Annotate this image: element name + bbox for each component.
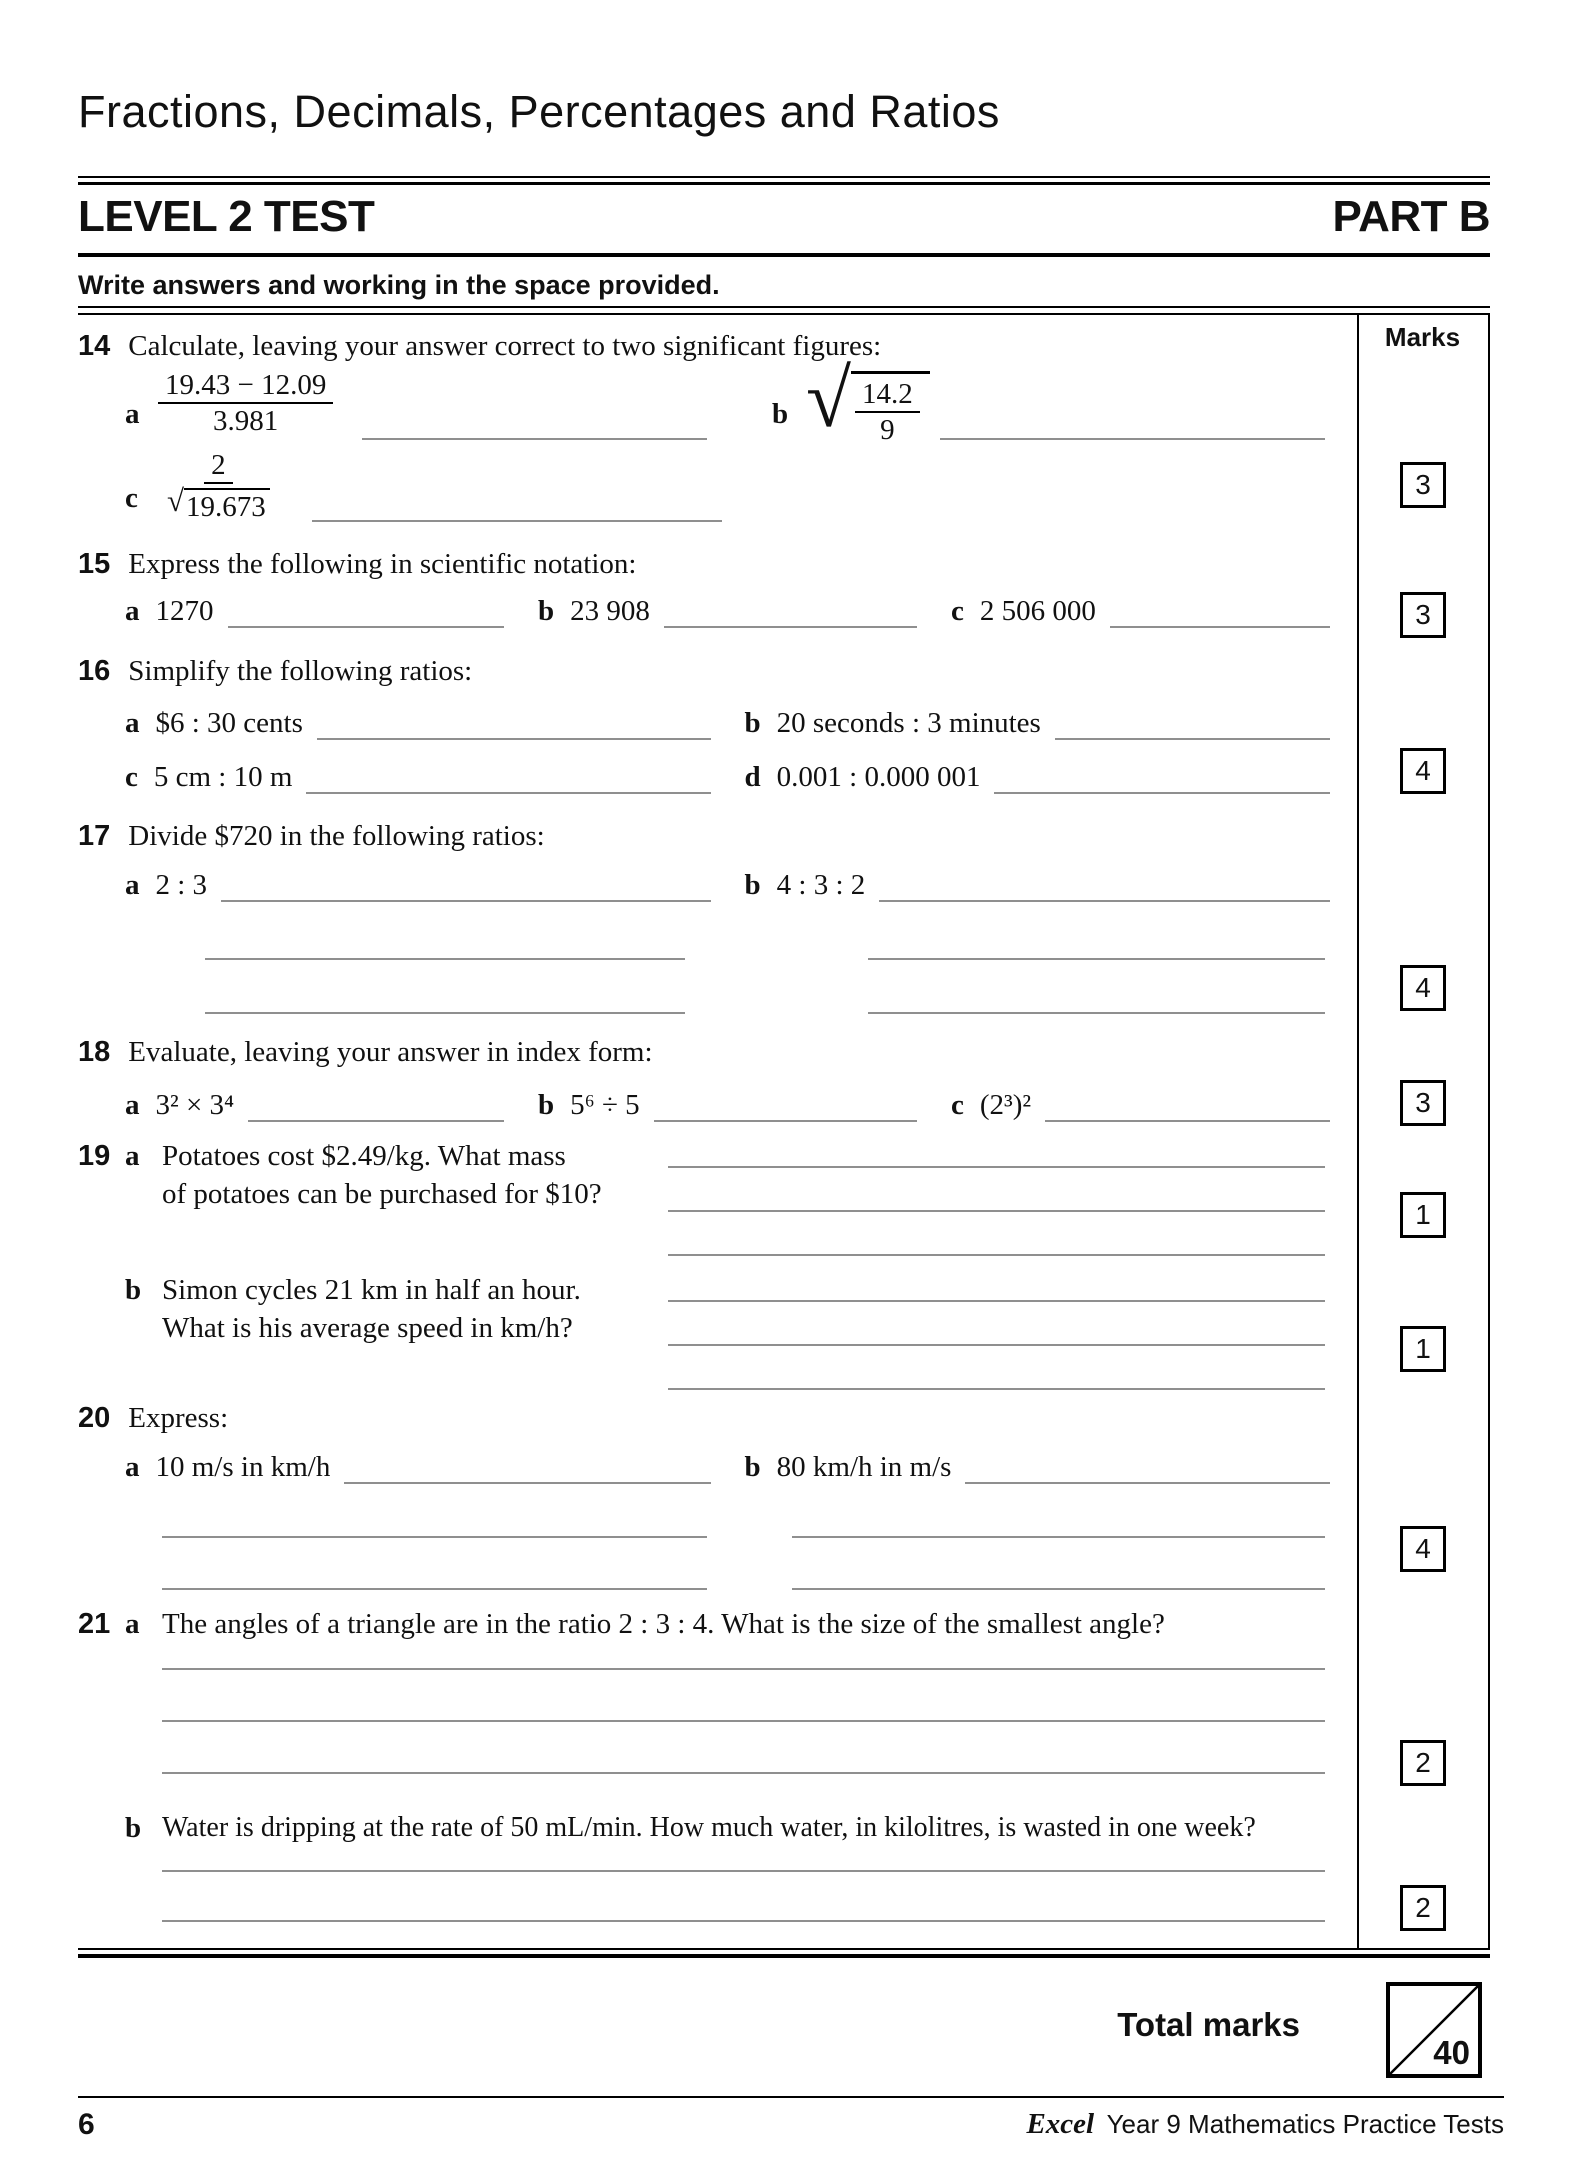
q14-c-denominator [160,484,277,524]
q16-b-value: 20 seconds : 3 minutes [776,707,1041,739]
q18-a-label: a [125,1089,140,1121]
page-number: 6 [78,2108,95,2141]
answer-line [162,1720,1325,1722]
q14-c-square-root [167,484,270,524]
q14-b-radicand [851,371,930,447]
answer-line [879,892,1330,902]
marks-column-header: Marks [1384,322,1461,352]
page-title: Fractions, Decimals, Percentages and Ratios [78,86,1000,137]
q17-a-label: a [125,869,140,901]
question-20-header [78,1402,228,1435]
question-15-header [78,548,636,581]
q16-part-b [745,707,1331,740]
instruction-text: Write answers and working in the space provided. [78,270,720,300]
q14-c-radicand: 19.673 [184,488,270,524]
answer-line [306,784,710,794]
title-rule-thick [78,182,1490,185]
answer-line [248,1112,504,1122]
answer-line [162,1536,707,1538]
question-18-text: Evaluate, leaving your answer in index form: [128,1036,653,1068]
total-marks-value: 40 [1433,2034,1470,2071]
q16-d-label: d [744,761,761,793]
q16-part-a [125,707,711,740]
answer-line [162,1870,1325,1872]
q21-a-label: a [125,1608,140,1640]
marks-column-divider [1357,313,1359,1950]
question-14-text: Calculate, leaving your answer correct to two significant figures: [128,330,882,362]
q17-a-value: 2 : 3 [155,869,208,901]
q18-part-c [951,1089,1330,1122]
total-marks-label: Total marks [1117,2006,1300,2043]
q20-a-label: a [125,1451,140,1483]
q14-part-a-label: a [125,398,140,430]
mark-box-q19a: 1 [1400,1192,1446,1238]
question-19-number: 19 [78,1140,111,1172]
answer-line [205,958,685,960]
q20-part-a [125,1451,711,1484]
q16-a-value: $6 : 30 cents [155,707,303,739]
q19-b-text-line2: What is his average speed in km/h? [162,1312,573,1344]
q14-a-denominator: 3.981 [213,405,279,437]
table-top-rule-2 [78,313,1490,315]
table-right-border [1488,313,1490,1950]
question-17-number: 17 [78,820,111,852]
q15-part-c [951,595,1330,628]
answer-line [940,438,1325,440]
q15-a-label: a [125,595,140,627]
q17-answer-row [125,866,1330,902]
q21-b-label: b [125,1812,142,1844]
q20-b-value: 80 km/h in m/s [776,1451,952,1483]
q19-a-text-line1: Potatoes cost $2.49/kg. What mass [162,1140,566,1172]
q16-c-label: c [125,761,138,793]
q14-c-fraction [160,448,277,524]
answer-line [668,1300,1325,1302]
q16-answer-row-1 [125,704,1330,740]
q16-part-c [125,761,711,794]
question-20-text: Express: [128,1402,229,1434]
answer-line [654,1112,917,1122]
q18-c-label: c [951,1089,964,1121]
brand-name: Excel [1026,2108,1095,2140]
radical-sign-icon: √ [167,483,185,518]
q20-a-value: 10 m/s in km/h [155,1451,331,1483]
question-17-text: Divide $720 in the following ratios: [128,820,545,852]
question-17-header [78,820,545,853]
question-14-header [78,330,881,363]
q15-c-label: c [951,595,964,627]
q14-c-numerator: 2 [204,448,233,484]
q14-b-denominator: 9 [880,414,895,446]
answer-line [221,892,710,902]
q14-a-numerator: 19.43 − 12.09 [158,368,333,404]
q18-c-value: (2³)² [979,1089,1032,1121]
level-rule [78,253,1490,257]
q15-part-a [125,595,504,628]
answer-line [228,618,505,628]
q19-a-label: a [125,1140,140,1172]
q21-b-text: Water is dripping at the rate of 50 mL/min. How much water, in kilolitres, is wasted in one week? [162,1812,1256,1843]
answer-line [868,958,1325,960]
answer-line [312,520,722,522]
q17-part-b [745,869,1331,902]
q21-a-text: The angles of a triangle are in the ratio 2 : 3 : 4. What is the size of the smallest angle? [162,1608,1165,1640]
question-18-header [78,1036,653,1069]
q14-b-fraction [855,377,920,447]
mark-box-q18: 3 [1400,1080,1446,1126]
answer-line [668,1166,1325,1168]
question-15-text: Express the following in scientific notation: [128,548,637,580]
q16-part-d [745,761,1331,794]
footer-credit [1026,2108,1504,2141]
q19-b-text-line1: Simon cycles 21 km in half an hour. [162,1274,581,1306]
q15-part-b [538,595,917,628]
q18-b-label: b [538,1089,555,1121]
answer-line [344,1474,710,1484]
answer-line [162,1668,1325,1670]
answer-line [792,1536,1325,1538]
answer-line [668,1344,1325,1346]
answer-line [162,1772,1325,1774]
q19-a-text-line2: of potatoes can be purchased for $10? [162,1178,602,1210]
q18-a-value: 3² × 3⁴ [155,1089,235,1121]
radical-sign-icon: √ [806,353,852,444]
answer-line [664,618,917,628]
footer-credit-text: Year 9 Mathematics Practice Tests [1106,2109,1504,2139]
q18-part-a [125,1089,504,1122]
q17-b-label: b [744,869,761,901]
footer-rule [78,2096,1504,2098]
question-15-number: 15 [78,548,111,580]
q14-part-c-label: c [125,482,138,514]
answer-line [668,1210,1325,1212]
test-part-heading: PART B [1332,192,1490,241]
mark-box-q14: 3 [1400,462,1446,508]
q18-b-value: 5⁶ ÷ 5 [570,1089,640,1121]
q14-a-fraction [158,368,333,438]
q17-b-value: 4 : 3 : 2 [776,869,866,901]
q16-a-label: a [125,707,140,739]
q15-a-value: 1270 [155,595,214,627]
answer-line [162,1588,707,1590]
mark-box-q21a: 2 [1400,1740,1446,1786]
answer-line [668,1254,1325,1256]
q20-b-label: b [744,1451,761,1483]
answer-line [965,1474,1330,1484]
total-marks-box [1386,1982,1482,2078]
question-20-number: 20 [78,1402,111,1434]
answer-line [162,1920,1325,1922]
question-14-number: 14 [78,330,111,362]
q16-c-value: 5 cm : 10 m [153,761,293,793]
question-16-header [78,655,472,688]
table-bottom-rule-1 [78,1948,1490,1950]
answer-line [362,438,707,440]
answer-line [1110,618,1330,628]
q18-answer-row [125,1086,1330,1122]
answer-line [792,1588,1325,1590]
answer-line [994,784,1330,794]
q19-b-label: b [125,1274,142,1306]
table-top-rule-1 [78,306,1490,308]
mark-box-q19b: 1 [1400,1326,1446,1372]
mark-box-q15: 3 [1400,592,1446,638]
q18-part-b [538,1089,917,1122]
question-18-number: 18 [78,1036,111,1068]
q20-answer-row [125,1448,1330,1484]
answer-line [1055,730,1330,740]
answer-line [868,1012,1325,1014]
table-bottom-rule-2 [78,1954,1490,1958]
q16-d-value: 0.001 : 0.000 001 [776,761,981,793]
q15-answer-row [125,592,1330,628]
title-rule-thin [78,176,1490,178]
q14-b-square-root [806,353,930,447]
question-16-text: Simplify the following ratios: [128,655,473,687]
q14-part-b-label: b [772,398,789,430]
mark-box-q16: 4 [1400,748,1446,794]
answer-line [668,1388,1325,1390]
test-level-heading: LEVEL 2 TEST [78,192,375,241]
q15-b-label: b [538,595,555,627]
answer-line [205,1012,685,1014]
q20-part-b [745,1451,1331,1484]
answer-line [317,730,711,740]
q15-b-value: 23 908 [570,595,650,627]
mark-box-q20: 4 [1400,1526,1446,1572]
q16-answer-row-2 [125,758,1330,794]
q17-part-a [125,869,711,902]
mark-box-q17: 4 [1400,965,1446,1011]
question-16-number: 16 [78,655,111,687]
q16-b-label: b [744,707,761,739]
q15-c-value: 2 506 000 [979,595,1096,627]
q14-b-numerator: 14.2 [855,377,920,413]
answer-line [1045,1112,1330,1122]
question-21-number: 21 [78,1608,111,1640]
mark-box-q21b: 2 [1400,1885,1446,1931]
